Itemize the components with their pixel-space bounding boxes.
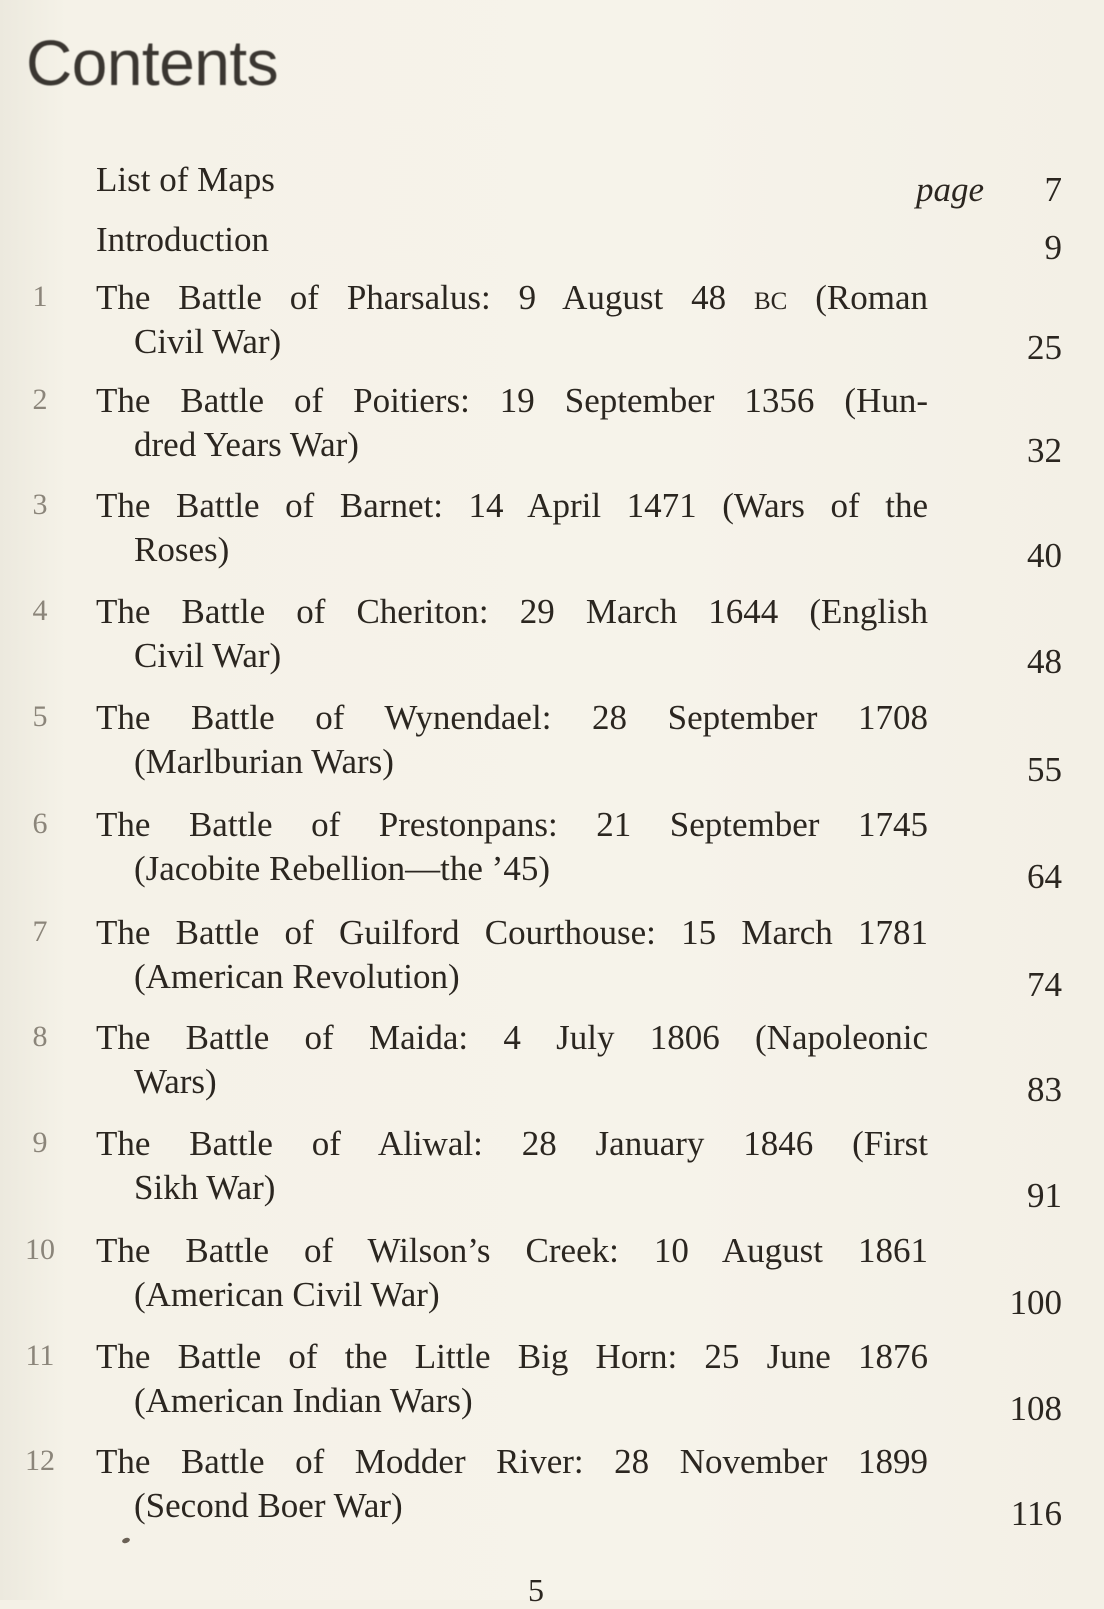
chapter-title-line1: The Battle of Wilson’s Creek: 10 August 1861: [96, 1231, 928, 1270]
toc-page-number: 116: [1010, 1494, 1062, 1533]
toc-page-number: 7: [1044, 170, 1062, 209]
chapter-number: 2: [32, 383, 48, 416]
toc-page-number: 48: [1027, 642, 1062, 681]
chapter-title-line1: The Battle of Modder River: 28 November 1899: [96, 1442, 928, 1481]
chapter-title-line1: The Battle of Cheriton: 29 March 1644 (English: [96, 592, 928, 631]
ink-speck: [121, 1537, 130, 1544]
chapter-title-line2: Roses): [134, 530, 230, 569]
page-folio-number: 5: [528, 1572, 544, 1608]
toc-page-number: 55: [1027, 750, 1062, 789]
toc-page-number: 91: [1027, 1176, 1062, 1215]
chapter-title-line2: (Marlburian Wars): [134, 742, 394, 781]
chapter-number: 12: [25, 1444, 55, 1477]
chapter-title-line2: (American Civil War): [134, 1275, 440, 1314]
chapter-title-line2: Civil War): [134, 636, 282, 675]
chapter-number: 8: [32, 1020, 48, 1053]
chapter-number: 1: [32, 280, 48, 313]
chapter-title-line1: The Battle of the Little Big Horn: 25 June 1876: [96, 1337, 928, 1376]
chapter-title-line1: The Battle of Poitiers: 19 September 1356 (Hun-: [96, 381, 928, 420]
chapter-title-line1: The Battle of Wynendael: 28 September 1708: [96, 698, 928, 737]
chapter-title-line1: The Battle of Guilford Courthouse: 15 March 1781: [96, 913, 928, 952]
toc-page-number: 74: [1027, 965, 1062, 1004]
toc-page-number: 108: [1009, 1389, 1062, 1428]
toc-page-number: 40: [1027, 536, 1062, 575]
chapter-number: 11: [25, 1339, 55, 1372]
chapter-title-line2: (Jacobite Rebellion—the ’45): [134, 849, 550, 888]
chapter-title-line1: The Battle of Pharsalus: 9 August 48 bc (Roman: [96, 278, 928, 317]
chapter-title-line2: Wars): [134, 1062, 217, 1101]
chapter-title-line1: The Battle of Prestonpans: 21 September 1745: [96, 805, 928, 844]
chapter-title-line2: (American Revolution): [134, 957, 460, 996]
era-label: bc: [753, 278, 788, 317]
toc-page-number: 25: [1027, 328, 1062, 367]
toc-page-number: 100: [1009, 1283, 1062, 1322]
toc-page-number: 32: [1027, 431, 1062, 470]
chapter-title-line2: (Second Boer War): [134, 1486, 403, 1525]
toc-page-number: 64: [1027, 857, 1062, 896]
chapter-title-line1: The Battle of Barnet: 14 April 1471 (Wars of the: [96, 486, 928, 525]
chapter-number: 5: [32, 700, 48, 733]
chapter-title-line2: Sikh War): [134, 1168, 276, 1207]
page-column-label: page: [915, 170, 984, 209]
chapter-title-line2: Civil War): [134, 322, 282, 361]
chapter-title-line1: The Battle of Aliwal: 28 January 1846 (First: [96, 1124, 928, 1163]
chapter-title-line2: dred Years War): [134, 425, 359, 464]
chapter-number: 3: [32, 488, 48, 521]
chapter-number: 9: [32, 1126, 48, 1159]
toc-entry-label: Introduction: [96, 220, 270, 259]
chapter-title-line2: (American Indian Wars): [134, 1381, 473, 1420]
chapter-number: 6: [32, 807, 48, 840]
toc-entry-label: List of Maps: [96, 160, 275, 199]
toc-page-number: 9: [1044, 228, 1062, 267]
chapter-number: 4: [32, 594, 48, 627]
page-title: Contents: [26, 27, 279, 99]
chapter-title-line1: The Battle of Maida: 4 July 1806 (Napoleonic: [96, 1018, 928, 1057]
chapter-number: 10: [25, 1233, 55, 1266]
toc-page-number: 83: [1027, 1070, 1062, 1109]
chapter-number: 7: [32, 915, 48, 948]
